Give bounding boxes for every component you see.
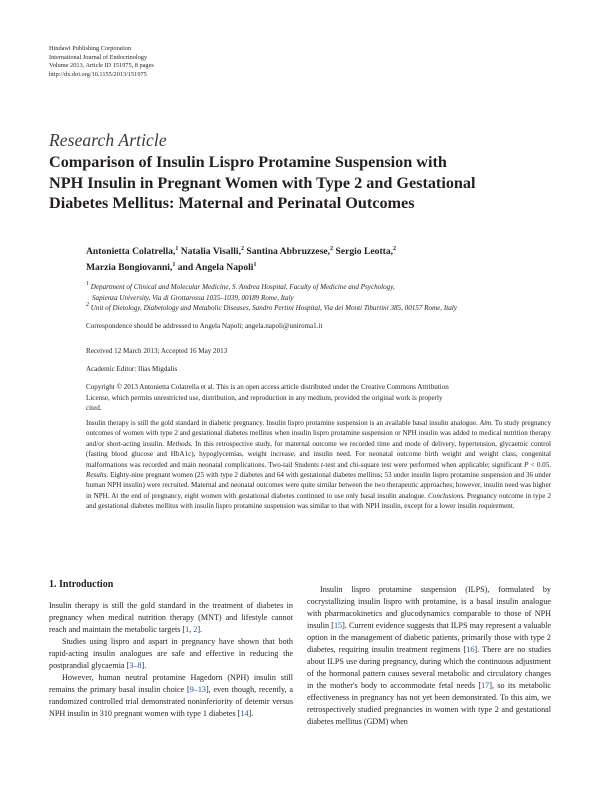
author-name: Sergio Leotta,: [333, 246, 394, 257]
text-run: Studies using lispro and aspart in pregnancy have shown that both rapid-acting insulin analogues are safe and effective in reducing the postprandial glycaemia [: [49, 637, 293, 670]
correspondence: Correspondence should be addressed to Angela Napoli; angela.napoli@uniroma1.it: [86, 322, 323, 330]
abstract-t-symbol: t: [321, 460, 323, 469]
abstract-methods: In this retrospective study, for maternal outcome we recorded time and mode of delivery, hypertension, glycaemic control (fasting blood glucose and HbA1c), hypoglycemias, weight increase, and insulin need. For neonatal outcome birth weight and weight class, congenital malformations was recorded and main neonatal complications. Two-tail Students: [86, 439, 552, 469]
abstract-results-label: Results.: [86, 471, 109, 480]
citation-link[interactable]: 17: [481, 681, 490, 690]
section-heading: 1. Introduction: [49, 579, 114, 590]
affiliation-1: [86, 282, 551, 293]
affil-number: 1: [86, 281, 89, 287]
abstract-conclusions-label: Conclusions.: [428, 491, 465, 500]
citation-link[interactable]: 9–13: [189, 685, 206, 694]
citation-link[interactable]: 3–8: [129, 661, 142, 670]
citation-link[interactable]: 14: [240, 709, 249, 718]
text-run: ], even though, recently, a randomized controlled trial demonstrated noninferiority of detemir versus NPH insulin in 310 pregnant women with type 1 diabetes [: [49, 685, 293, 718]
copyright-line: cited.: [86, 404, 102, 412]
copyright-notice: [86, 382, 551, 414]
publisher-name: Hindawi Publishing Corporation: [49, 45, 132, 52]
abstract-intro: Insulin therapy is still the gold standard in diabetic pregnancy. Insulin lispro protamine suspension is an available basal insulin analogue.: [86, 419, 480, 427]
author-name: Marzia Bongiovanni,: [86, 261, 173, 273]
citation-link[interactable]: 15: [333, 621, 343, 630]
received-dates: Received 12 March 2013; Accepted 16 May 2013: [86, 347, 228, 355]
abstract: [86, 418, 551, 512]
author-affil-marker: 2: [330, 246, 334, 252]
citation-link[interactable]: 1: [185, 625, 190, 634]
citation-link[interactable]: 2: [193, 625, 198, 634]
paragraph: [307, 584, 551, 728]
left-column: [49, 600, 293, 720]
journal-name: International Journal of Endocrinology: [49, 53, 148, 61]
author-line: [86, 244, 556, 260]
affil-text: Unit of Dietology, Diabetology and Metabolic Diseases, Sandro Pertini Hospital, Via dei Monti Tiburtini 385, 00157 Rome, Italy: [89, 304, 457, 312]
title-line: Comparison of Insulin Lispro Protamine Suspension with: [49, 153, 447, 171]
academic-editor: Academic Editor: Ilias Migdalis: [86, 365, 178, 373]
affiliation-1-cont: Sapienza University, Via di Grottarossa 1035–1039, 00189 Rome, Italy: [92, 293, 294, 302]
paragraph: [49, 600, 293, 636]
author-name: Santina Abbruzzese,: [244, 246, 331, 257]
abstract-methods-label: Methods.: [166, 439, 193, 448]
doi-link[interactable]: http://dx.doi.org/10.1155/2013/151975: [49, 70, 147, 78]
paragraph: [49, 672, 293, 720]
text-run: ].: [248, 709, 254, 718]
text-run: ,: [189, 625, 194, 634]
article-type: Research Article: [49, 130, 167, 150]
affiliations: [86, 282, 551, 314]
author-list: [86, 244, 556, 275]
author-name: and Angela Napoli: [175, 261, 254, 273]
text-run: ], so its metabolic effectiveness in pregnancy has not yet been demonstrated. To this aim, we retrospectively studied pregnancies in women with type 2 and gestational diabetes mellitus (GDM) when: [307, 681, 551, 726]
abstract-methods: -test and chi-square test were performed when applicable; significant: [323, 460, 525, 469]
text-run: Insulin therapy is still the gold standard in the treatment of diabetes in pregnancy when medical nutrition therapy (MNT) and lifestyle cannot reach and maintain the metabolic targets [: [49, 601, 293, 634]
right-column: [307, 584, 551, 728]
citation-link[interactable]: 16: [466, 645, 475, 654]
author-affil-marker: 2: [241, 246, 244, 252]
copyright-line: License, which permits unrestricted use, distribution, and reproduction in any medium, provided the original work is properly: [86, 393, 443, 402]
volume-info: Volume 2013, Article ID 151975, 8 pages: [49, 62, 154, 69]
title-line: Diabetes Mellitus: Maternal and Perinatal Outcomes: [49, 194, 415, 212]
author-affil-marker: 1: [172, 261, 176, 268]
abstract-aim-label: Aim.: [479, 419, 493, 427]
abstract-results: Eighty-nine pregnant women (25 with type 2 diabetes and 64 with gestational diabetes mellitus; 53 under insulin lispro protamine suspension and 36 under human NPH insulin) were recruited. Maternal and neonatal outcomes were quite similar between the two therapeutic approaches; however, insulin need was higher in NPH. At the end of pregnancy, eight women with gestational diabetes continued to use only basal insulin analogue.: [86, 471, 551, 500]
author-affil-marker: 1: [175, 246, 179, 252]
copyright-line: Copyright © 2013 Antonietta Colatrella et al. This is an open access article distributed under the Creative Commons Attribution: [86, 383, 449, 391]
author-affil-marker: 2: [393, 246, 397, 252]
abstract-methods: < 0.05.: [528, 460, 552, 469]
author-name: Natalia Visalli,: [178, 246, 241, 257]
text-run: ]. There are no studies about ILPS use during pregnancy, during which the continuous adjustment of the hormonal pattern causes several metabolic and circulatory changes in the mother's body to accommodate fetal needs [: [307, 645, 551, 690]
text-run: ].: [197, 625, 203, 634]
abstract-conclusions: Pregnancy outcome in type 2 and gestational diabetes mellitus with insulin lispro protamine suspension was similar to that with NPH insulin, except for a lower insulin requirement.: [86, 491, 552, 511]
paragraph: [49, 636, 293, 672]
text-run: ]. Current evidence suggests that ILPS may represent a valuable option in the management of diabetic patients, primarily those with type 2 diabetes, requiring insulin treatment regimens [: [307, 621, 552, 654]
affil-text: Department of Clinical and Molecular Medicine, S. Andrea Hospital, Faculty of Medicine and Psychology,: [89, 283, 395, 291]
affil-number: 2: [86, 302, 89, 308]
text-run: Insulin lispro protamine suspension (ILPS), formulated by cocrystallizing insulin lispro with protamine, is a basal insulin analogue with pharmacokinetics and glucodynamics comparable to those of NPH insulin [: [307, 585, 551, 630]
paper-title: [49, 152, 549, 214]
text-run: However, human neutral protamine Hagedorn (NPH) insulin still remains the primary basal insulin choice [: [49, 673, 293, 694]
abstract-p-symbol: P: [524, 460, 529, 469]
author-line: [86, 260, 556, 276]
text-run: ].: [141, 661, 147, 670]
abstract-aim: To study pregnancy outcomes of women with type 2 and gestational diabetes mellitus when insulin lispro protamine suspension or NPH insulin was added to medical nutrition therapy and/or short-acting insulin.: [86, 419, 551, 448]
title-line: NPH Insulin in Pregnant Women with Type 2 and Gestational: [49, 173, 476, 192]
author-affil-marker: 1: [253, 261, 257, 268]
affiliation-2: [86, 303, 551, 314]
author-name: Antonietta Colatrella,: [86, 246, 176, 257]
journal-header: [49, 45, 154, 79]
